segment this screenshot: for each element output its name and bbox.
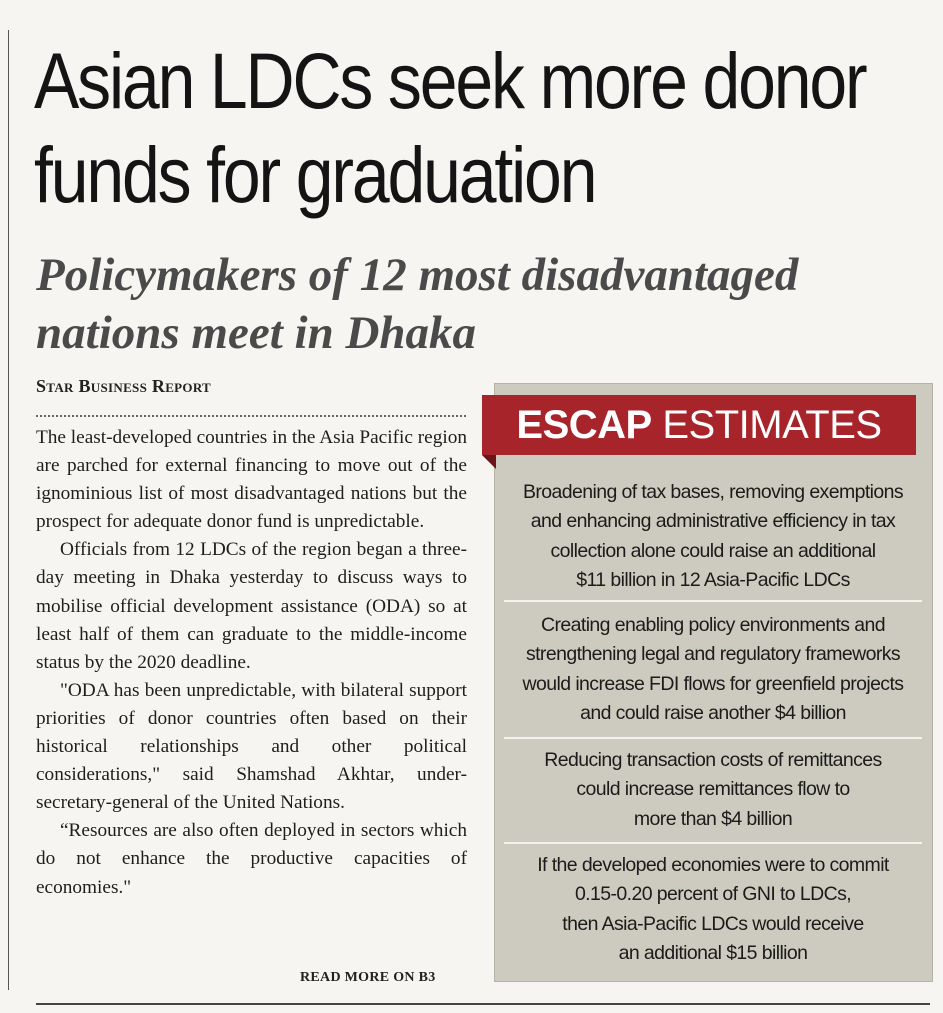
estimate-divider — [504, 600, 922, 602]
column-rule — [8, 30, 9, 990]
paragraph-2: Officials from 12 LDCs of the region began a three-day meeting in Dhaka yesterday to discuss ways to mobilise official development assistance (ODA) so at least half of them can graduate to the middle-income status by the 2020 deadline. — [36, 539, 467, 673]
estimate-3-line-3: more than $4 billion — [633, 807, 793, 830]
paragraph-4: “Resources are also often deployed in sectors which do not enhance the productive capacities of economies." — [36, 820, 467, 898]
subheadline — [36, 246, 916, 362]
banner-bold: ESCAP — [516, 403, 652, 447]
estimate-4-line-3: then Asia-Pacific LDCs would receive — [562, 912, 864, 935]
read-more-link[interactable]: READ MORE ON B3 — [300, 970, 436, 985]
article-body — [36, 424, 467, 902]
estimate-2-line-2: strengthening legal and regulatory frameworks — [525, 643, 901, 666]
headline-line-1: Asian LDCs seek more donor — [34, 36, 866, 125]
estimate-2 — [498, 611, 928, 728]
headline — [34, 34, 866, 222]
estimate-3 — [498, 746, 928, 834]
estimate-3-line-2: could increase remittances flow to — [576, 778, 850, 801]
estimate-4-line-4: an additional $15 billion — [618, 941, 808, 964]
paragraph-1: The least-developed countries in the Asia Pacific region are parched for external financing to move out of the ignominious list of most disadvantaged nations but the prospect for adequate donor fund is unpredictable. — [36, 427, 468, 533]
estimate-divider — [504, 842, 922, 844]
estimate-3-line-1: Reducing transaction costs of remittances — [544, 749, 882, 771]
estimate-1-line-1: Broadening of tax bases, removing exemptions — [522, 481, 904, 503]
banner-rest: ESTIMATES — [651, 403, 882, 447]
bottom-rule — [36, 1003, 930, 1005]
subhead-line-2: nations meet in Dhaka — [36, 307, 477, 359]
estimate-2-line-4: and could raise another $4 billion — [580, 701, 846, 724]
estimate-1 — [498, 478, 928, 595]
estimate-2-line-1: Creating enabling policy environments and — [541, 614, 885, 636]
estimate-4 — [498, 851, 928, 968]
estimate-1-line-4: $11 billion in 12 Asia-Pacific LDCs — [576, 568, 850, 591]
paragraph-3: "ODA has been unpredictable, with bilateral support priorities of donor countries often based on their historical relationships and other political considerations," said Shamshad Akhtar, under-secretary-general of the United Nations. — [36, 679, 467, 814]
byline-divider — [36, 415, 466, 417]
subhead-line-1: Policymakers of 12 most disadvantaged — [36, 249, 799, 301]
estimates-banner — [482, 395, 916, 455]
byline: Star Business Report — [36, 376, 212, 396]
estimate-divider — [504, 737, 922, 739]
estimate-1-line-3: collection alone could raise an additional — [550, 539, 876, 562]
banner-fold — [482, 455, 496, 469]
estimate-1-line-2: and enhancing administrative efficiency in tax — [530, 510, 896, 533]
headline-line-2: funds for graduation — [34, 130, 596, 219]
estimate-4-line-1: If the developed economies were to commit — [537, 854, 889, 876]
estimate-4-line-2: 0.15-0.20 percent of GNI to LDCs, — [574, 883, 852, 906]
estimate-2-line-3: would increase FDI flows for greenfield projects — [522, 672, 904, 695]
